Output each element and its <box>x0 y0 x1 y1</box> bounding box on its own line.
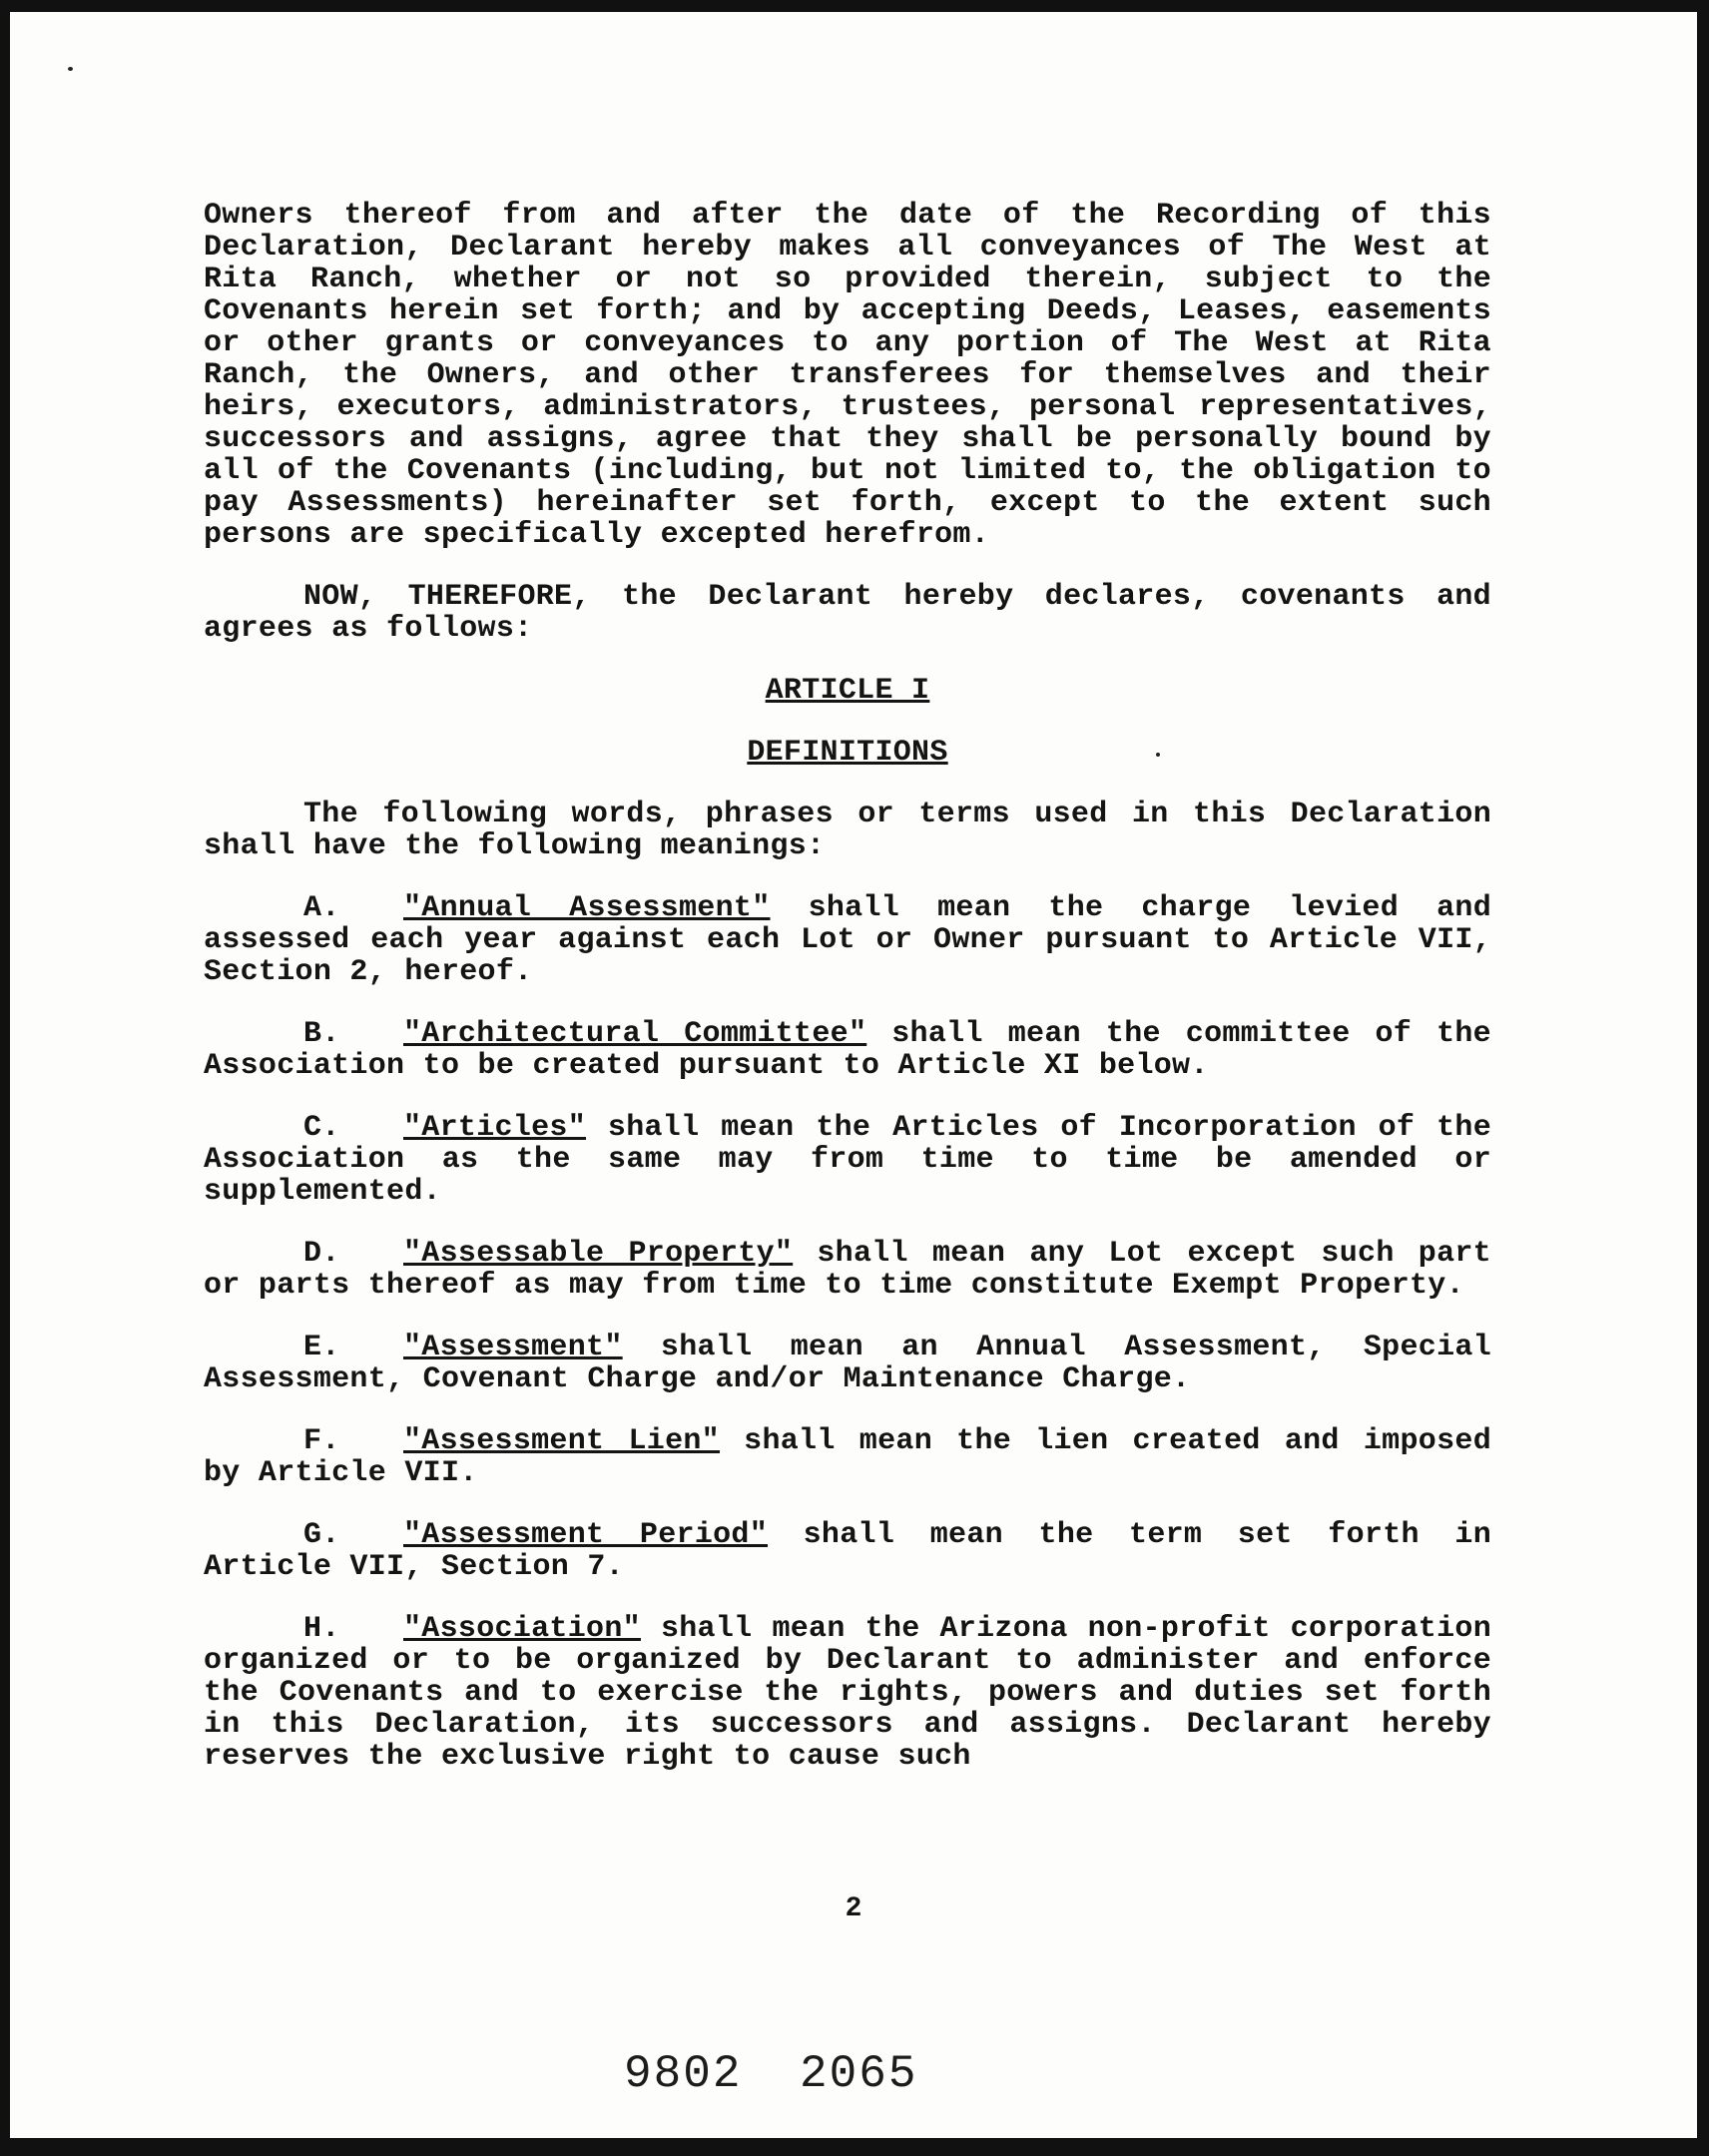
definition-item <box>204 1425 1491 1489</box>
page-number: 2 <box>845 1893 862 1924</box>
scan-speck <box>68 67 73 71</box>
definition-text: shall mean any Lot except such part or parts thereof as may from time to time constitute Exempt Property. <box>204 1237 1491 1303</box>
definition-letter: F. <box>303 1424 340 1458</box>
definition-term: "Association" <box>403 1612 641 1646</box>
definition-text: shall mean the Articles of Incorporation of the Association as the same may from time to time be amended or supplemented. <box>204 1111 1491 1209</box>
definition-letter: E. <box>303 1331 340 1364</box>
definition-term: "Assessment" <box>403 1331 623 1364</box>
definition-text: shall mean the lien created and imposed by Article VII. <box>204 1424 1491 1490</box>
definition-term: "Assessment Lien" <box>403 1424 720 1458</box>
definition-letter: D. <box>303 1237 340 1271</box>
definition-term: "Assessment Period" <box>403 1518 769 1552</box>
definition-item <box>204 1112 1491 1208</box>
article-title: ARTICLE I <box>765 674 930 708</box>
definition-letter: C. <box>303 1111 340 1145</box>
definition-text: shall mean an Annual Assessment, Special Assessment, Covenant Charge and/or Maintenance Charge. <box>204 1331 1491 1396</box>
definition-term: "Assessable Property" <box>403 1237 794 1271</box>
therefore-paragraph: NOW, THEREFORE, the Declarant hereby declares, covenants and agrees as follows: <box>204 580 1491 646</box>
definition-text: shall mean the committee of the Association to be created pursuant to Article XI below. <box>204 1017 1491 1083</box>
definition-item <box>204 1613 1491 1773</box>
document-code-right: 2065 <box>800 2048 918 2100</box>
article-subtitle: DEFINITIONS <box>747 736 948 770</box>
document-page <box>10 12 1697 2138</box>
definition-term: "Articles" <box>403 1111 587 1145</box>
definition-item <box>204 892 1491 988</box>
definition-text: shall mean the charge levied and assessed each year against each Lot or Owner pursuant to Article VII, Section 2, hereof. <box>204 891 1491 989</box>
definitions-intro: The following words, phrases or terms used in this Declaration shall have the following meanings: <box>204 798 1491 863</box>
definition-text: shall mean the Arizona non-profit corporation organized or to be organized by Declarant to administer and enforce the Covenants and to exercise the rights, powers and duties set forth in this Declaration, its successors and assigns. Declarant hereby reserves the exclusive right to cause such <box>204 1612 1491 1774</box>
definition-term: "Annual Assessment" <box>403 891 771 925</box>
definition-item <box>204 1238 1491 1302</box>
definition-letter: A. <box>303 891 340 925</box>
definition-item <box>204 1519 1491 1583</box>
definition-term: "Architectural Committee" <box>403 1017 867 1051</box>
definition-letter: B. <box>303 1017 340 1051</box>
document-body <box>204 200 1491 1803</box>
definition-text: shall mean the term set forth in Article VII, Section 7. <box>204 1518 1491 1584</box>
document-code-left: 9802 <box>624 2048 743 2100</box>
definition-letter: H. <box>303 1612 340 1646</box>
document-code <box>624 2048 917 2100</box>
definition-item <box>204 1018 1491 1082</box>
intro-paragraph: Owners thereof from and after the date of the Recording of this Declaration, Declarant hereby makes all conveyances of The West at Rita Ranch, whether or not so provided therein, subject to the Covenants herein set forth; and by accepting Deeds, Leases, easements or other grants or conveyances to any portion of The West at Rita Ranch, the Owners, and other transferees for themselves and their heirs, executors, administrators, trustees, personal representatives, successors and assigns, agree that they shall be personally bound by all of the Covenants (including, but not limited to, the obligation to pay Assessments) hereinafter set forth, except to the extent such persons are specifically excepted herefrom. <box>204 199 1491 552</box>
definition-letter: G. <box>303 1518 340 1552</box>
definition-item <box>204 1332 1491 1395</box>
